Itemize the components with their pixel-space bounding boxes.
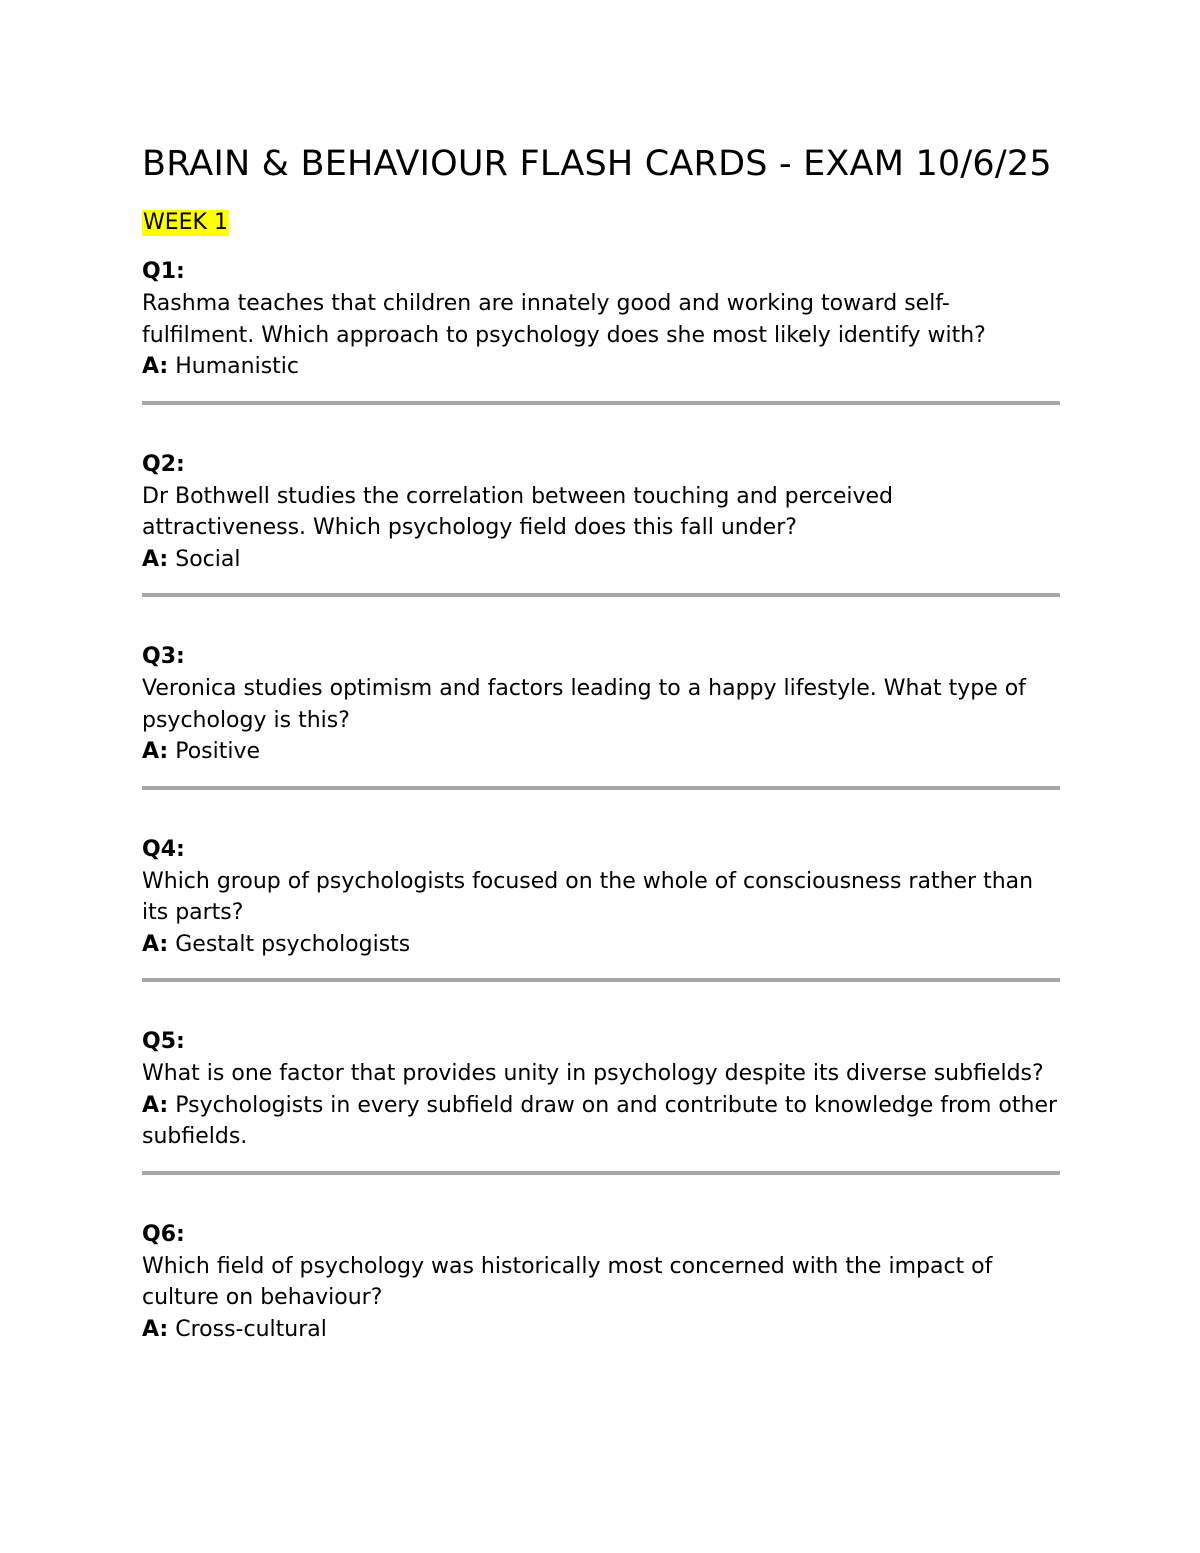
flash-card [142, 834, 1060, 961]
question-text: Veronica studies optimism and factors leading to a happy lifestyle. What type of psychology is this? [142, 676, 1026, 733]
answer [142, 1314, 1060, 1346]
question-label: Q3: [142, 644, 185, 669]
flash-card [142, 449, 1060, 576]
question-text: Which group of psychologists focused on the whole of consciousness rather than its parts? [142, 868, 1034, 925]
question-label: Q6: [142, 1221, 185, 1247]
card-divider [142, 1171, 1060, 1175]
flash-card [142, 256, 1060, 383]
week-label: WEEK 1 [143, 210, 228, 235]
question-text: Dr Bothwell studies the correlation between touching and perceived attractiveness. Which psychology field does this fall under? [142, 483, 893, 540]
answer [142, 544, 1060, 576]
answer-text: Humanistic [175, 354, 299, 379]
card-divider [142, 786, 1060, 790]
answer [142, 929, 1060, 961]
answer-label: A: [142, 354, 169, 379]
answer-text: Social [175, 546, 241, 572]
card-divider [142, 593, 1060, 597]
question-text: Which field of psychology was historically most concerned with the impact of culture on behaviour? [142, 1253, 993, 1310]
answer-text: Positive [175, 739, 261, 764]
answer [142, 351, 1060, 383]
answer-label: A: [142, 739, 169, 764]
answer-text: Cross-cultural [175, 1316, 327, 1342]
question-label: Q5: [142, 1029, 185, 1054]
question-label: Q1: [142, 259, 185, 284]
answer [142, 736, 1060, 768]
card-divider [142, 978, 1060, 982]
flash-card [142, 641, 1060, 768]
question-label: Q4: [142, 836, 185, 862]
question-text: What is one factor that provides unity in psychology despite its diverse subfields? [142, 1061, 1044, 1086]
answer-label: A: [142, 546, 169, 572]
question-text: Rashma teaches that children are innately good and working toward self-fulfilment. Which approach to psychology does she most likely identify with? [142, 291, 986, 348]
answer-text: Psychologists in every subfield draw on and contribute to knowledge from other subfields. [142, 1092, 1058, 1149]
document-page [142, 140, 1060, 1345]
card-divider [142, 401, 1060, 405]
answer [142, 1090, 1060, 1153]
flash-card [142, 1219, 1060, 1346]
answer-text: Gestalt psychologists [175, 931, 411, 957]
question-label: Q2: [142, 451, 185, 477]
flash-card [142, 1026, 1060, 1153]
answer-label: A: [142, 1316, 169, 1342]
document-title: BRAIN & BEHAVIOUR FLASH CARDS - EXAM 10/6/25 [142, 144, 1052, 184]
answer-label: A: [142, 931, 169, 957]
answer-label: A: [142, 1092, 169, 1118]
